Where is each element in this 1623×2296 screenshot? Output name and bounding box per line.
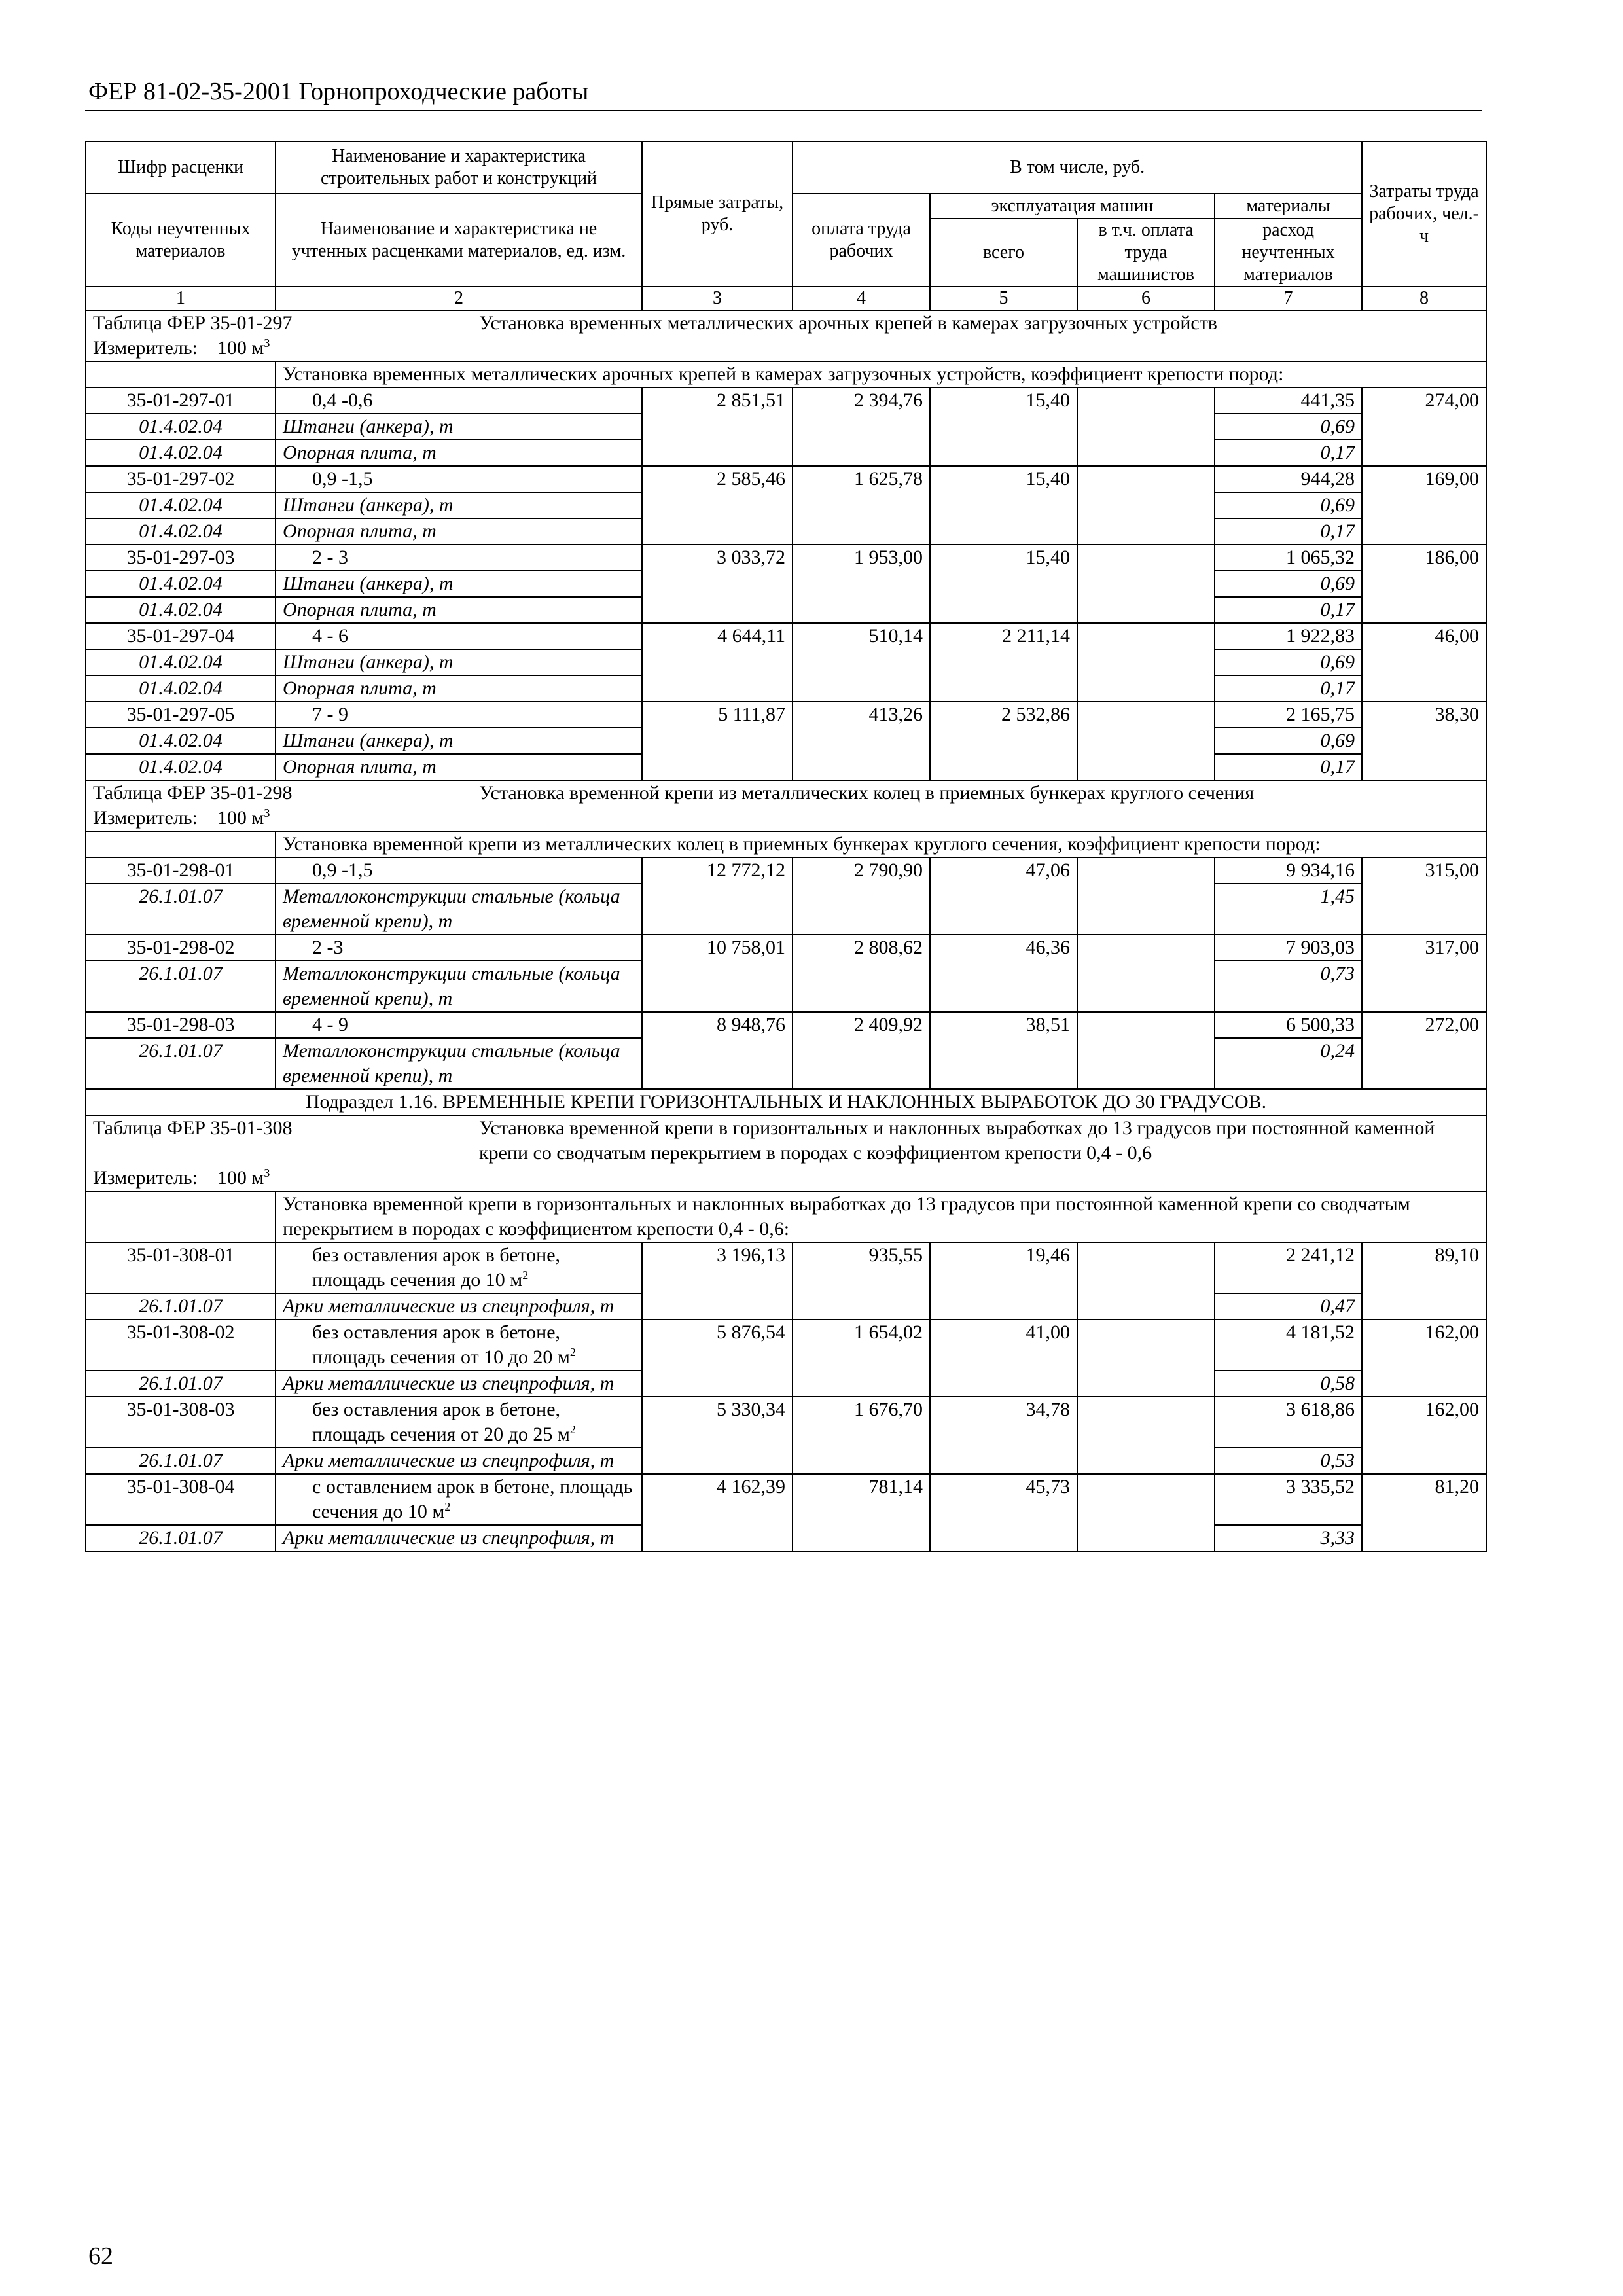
col-header-material-usage: расход неучтенных материалов [1215, 219, 1362, 287]
rate-code: 35-01-297-04 [86, 623, 276, 649]
labor-hours: 315,00 [1362, 857, 1486, 935]
material-code: 01.4.02.04 [86, 728, 276, 754]
operator-pay [1077, 1397, 1215, 1474]
rate-code: 35-01-298-02 [86, 935, 276, 961]
material-qty: 0,17 [1215, 754, 1362, 780]
material-code: 26.1.01.07 [86, 884, 276, 935]
machines-total: 41,00 [930, 1319, 1077, 1397]
col-header-material-codes: Коды неучтенных материалов [86, 194, 276, 287]
labor-hours: 274,00 [1362, 387, 1486, 466]
material-code: 01.4.02.04 [86, 440, 276, 466]
measure-value: 100 м [217, 1167, 264, 1189]
rate-name [276, 1474, 642, 1525]
rate-name-text: 4 - 9 [312, 1014, 348, 1035]
rate-name-sup: 2 [444, 1500, 451, 1513]
material-qty: 1,45 [1215, 884, 1362, 935]
rate-name [276, 1012, 642, 1038]
rate-name-text: 4 - 6 [312, 625, 348, 647]
operator-pay [1077, 623, 1215, 702]
measure-label: Измеритель: [93, 337, 198, 359]
material-code: 26.1.01.07 [86, 961, 276, 1012]
table-row [86, 466, 1486, 492]
table-header [86, 141, 1486, 310]
table-row [86, 545, 1486, 571]
table-row [86, 1012, 1486, 1038]
material-qty: 0,24 [1215, 1038, 1362, 1089]
material-qty: 0,69 [1215, 492, 1362, 518]
rate-name [276, 702, 642, 728]
rate-name [276, 1397, 642, 1448]
material-code: 26.1.01.07 [86, 1293, 276, 1319]
col-number: 2 [276, 287, 642, 310]
operator-pay [1077, 935, 1215, 1012]
worker-pay: 1 953,00 [793, 545, 930, 623]
material-name: Штанги (анкера), т [276, 414, 642, 440]
material-name: Штанги (анкера), т [276, 492, 642, 518]
material-name: Опорная плита, т [276, 754, 642, 780]
rate-name-text: без оставления арок в бетоне, площадь сечения до 10 м [312, 1244, 561, 1291]
material-code: 26.1.01.07 [86, 1038, 276, 1089]
materials-cost: 4 181,52 [1215, 1319, 1362, 1371]
material-name: Арки металлические из спецпрофиля, т [276, 1525, 642, 1551]
rate-code: 35-01-297-03 [86, 545, 276, 571]
col-number: 3 [642, 287, 793, 310]
rate-code: 35-01-297-05 [86, 702, 276, 728]
material-name: Штанги (анкера), т [276, 649, 642, 675]
labor-hours: 162,00 [1362, 1319, 1486, 1397]
rate-name [276, 935, 642, 961]
table-heading: Установка временной крепи в горизонтальных и наклонных выработках до 13 градусов при постоянной каменной крепи со сводчатым перекрытием в породах с коэффициентом крепости 0,4 - 0,6 [479, 1117, 1435, 1164]
col-number: 8 [1362, 287, 1486, 310]
direct-costs: 3 196,13 [642, 1242, 793, 1319]
table-title [86, 310, 1486, 336]
material-code: 26.1.01.07 [86, 1525, 276, 1551]
rate-name [276, 545, 642, 571]
material-code: 26.1.01.07 [86, 1448, 276, 1474]
material-qty: 0,17 [1215, 518, 1362, 545]
rate-name-text: без оставления арок в бетоне, площадь сечения от 20 до 25 м [312, 1399, 570, 1445]
material-qty: 0,69 [1215, 649, 1362, 675]
measure-unit [86, 1166, 1486, 1191]
labor-hours: 38,30 [1362, 702, 1486, 780]
col-header-direct-costs: Прямые затраты, руб. [642, 141, 793, 287]
labor-hours: 169,00 [1362, 466, 1486, 545]
section-title: Подраздел 1.16. ВРЕМЕННЫЕ КРЕПИ ГОРИЗОНТАЛЬНЫХ И НАКЛОННЫХ ВЫРАБОТОК ДО 30 ГРАДУСОВ. [86, 1089, 1486, 1115]
rate-name-text: без оставления арок в бетоне, площадь сечения от 10 до 20 м [312, 1321, 570, 1368]
rate-name [276, 1319, 642, 1371]
material-name: Опорная плита, т [276, 440, 642, 466]
table-body [86, 310, 1486, 1551]
material-code: 01.4.02.04 [86, 754, 276, 780]
material-qty: 0,73 [1215, 961, 1362, 1012]
machines-total: 15,40 [930, 545, 1077, 623]
rate-code: 35-01-308-04 [86, 1474, 276, 1525]
rate-name-text: 2 - 3 [312, 547, 348, 568]
rate-code: 35-01-308-03 [86, 1397, 276, 1448]
direct-costs: 8 948,76 [642, 1012, 793, 1089]
worker-pay: 1 654,02 [793, 1319, 930, 1397]
operator-pay [1077, 857, 1215, 935]
measure-sup: 3 [264, 1166, 270, 1179]
materials-cost: 9 934,16 [1215, 857, 1362, 884]
material-name: Опорная плита, т [276, 675, 642, 702]
rate-code: 35-01-297-01 [86, 387, 276, 414]
col-number: 1 [86, 287, 276, 310]
rate-code: 35-01-308-02 [86, 1319, 276, 1371]
rate-code: 35-01-297-02 [86, 466, 276, 492]
direct-costs: 5 330,34 [642, 1397, 793, 1474]
col-header-material-names: Наименование и характеристика не учтенных расценками материалов, ед. изм. [276, 194, 642, 287]
table-row [86, 857, 1486, 884]
worker-pay: 2 808,62 [793, 935, 930, 1012]
col-header-operator-pay: в т.ч. оплата труда машинистов [1077, 219, 1215, 287]
table-heading: Установка временной крепи из металлических колец в приемных бункерах круглого сечения [479, 782, 1255, 804]
labor-hours: 162,00 [1362, 1397, 1486, 1474]
materials-cost: 3 618,86 [1215, 1397, 1362, 1448]
material-qty: 0,58 [1215, 1371, 1362, 1397]
table-row [86, 702, 1486, 728]
table-title-row [86, 310, 1486, 336]
rate-code: 35-01-298-03 [86, 1012, 276, 1038]
worker-pay: 413,26 [793, 702, 930, 780]
materials-cost: 2 165,75 [1215, 702, 1362, 728]
table-row [86, 387, 1486, 414]
material-qty: 0,17 [1215, 597, 1362, 623]
machines-total: 46,36 [930, 935, 1077, 1012]
direct-costs: 4 162,39 [642, 1474, 793, 1551]
material-name: Штанги (анкера), т [276, 571, 642, 597]
material-name: Опорная плита, т [276, 597, 642, 623]
rate-name [276, 466, 642, 492]
material-qty: 0,17 [1215, 440, 1362, 466]
direct-costs: 12 772,12 [642, 857, 793, 935]
measure-unit [86, 336, 1486, 361]
operator-pay [1077, 545, 1215, 623]
labor-hours: 186,00 [1362, 545, 1486, 623]
col-header-machines-total: всего [930, 219, 1077, 287]
table-description: Установка временных металлических арочных крепей в камерах загрузочных устройств, коэффициент крепости пород: [276, 361, 1486, 387]
operator-pay [1077, 702, 1215, 780]
material-name: Металлоконструкции стальные (кольца временной крепи), т [276, 961, 642, 1012]
col-header-worker-pay: оплата труда рабочих [793, 194, 930, 287]
direct-costs: 10 758,01 [642, 935, 793, 1012]
rate-name-text: с оставлением арок в бетоне, площадь сечения до 10 м [312, 1476, 633, 1522]
materials-cost: 944,28 [1215, 466, 1362, 492]
operator-pay [1077, 1012, 1215, 1089]
table-row [86, 1319, 1486, 1371]
rates-table [85, 141, 1487, 1552]
col-header-materials: материалы [1215, 194, 1362, 219]
rate-name [276, 1242, 642, 1293]
measure-sup: 3 [264, 806, 270, 819]
description-row [86, 831, 1486, 857]
col-number: 7 [1215, 287, 1362, 310]
labor-hours: 46,00 [1362, 623, 1486, 702]
worker-pay: 2 394,76 [793, 387, 930, 466]
rate-code: 35-01-308-01 [86, 1242, 276, 1293]
rate-name-text: 0,4 -0,6 [312, 389, 373, 411]
col-header-work-name: Наименование и характеристика строительных работ и конструкций [276, 141, 642, 194]
material-code: 01.4.02.04 [86, 492, 276, 518]
col-number: 4 [793, 287, 930, 310]
running-header: ФЕР 81-02-35-2001 Горнопроходческие работы [88, 78, 589, 105]
table-title-row [86, 1115, 1486, 1166]
material-name: Металлоконструкции стальные (кольца временной крепи), т [276, 884, 642, 935]
col-number: 5 [930, 287, 1077, 310]
materials-cost: 6 500,33 [1215, 1012, 1362, 1038]
machines-total: 19,46 [930, 1242, 1077, 1319]
operator-pay [1077, 1319, 1215, 1397]
col-header-machines: эксплуатация машин [930, 194, 1215, 219]
material-qty: 0,69 [1215, 414, 1362, 440]
worker-pay: 781,14 [793, 1474, 930, 1551]
material-qty: 0,69 [1215, 571, 1362, 597]
measure-unit [86, 806, 1486, 831]
worker-pay: 1 676,70 [793, 1397, 930, 1474]
page-number: 62 [88, 2242, 113, 2270]
machines-total: 15,40 [930, 387, 1077, 466]
table-row [86, 1397, 1486, 1448]
table-row [86, 1474, 1486, 1525]
material-code: 26.1.01.07 [86, 1371, 276, 1397]
machines-total: 34,78 [930, 1397, 1077, 1474]
material-code: 01.4.02.04 [86, 675, 276, 702]
table-label: Таблица ФЕР 35-01-298 [93, 782, 293, 804]
col-number: 6 [1077, 287, 1215, 310]
materials-cost: 7 903,03 [1215, 935, 1362, 961]
material-name: Арки металлические из спецпрофиля, т [276, 1448, 642, 1474]
description-row [86, 361, 1486, 387]
table-label: Таблица ФЕР 35-01-308 [93, 1117, 293, 1139]
measure-value: 100 м [217, 337, 264, 359]
col-header-including: В том числе, руб. [793, 141, 1362, 194]
material-code: 01.4.02.04 [86, 414, 276, 440]
operator-pay [1077, 466, 1215, 545]
operator-pay [1077, 387, 1215, 466]
material-code: 01.4.02.04 [86, 571, 276, 597]
worker-pay: 2 790,90 [793, 857, 930, 935]
material-code: 01.4.02.04 [86, 518, 276, 545]
table-label: Таблица ФЕР 35-01-297 [93, 312, 293, 334]
rate-code: 35-01-298-01 [86, 857, 276, 884]
machines-total: 2 532,86 [930, 702, 1077, 780]
labor-hours: 317,00 [1362, 935, 1486, 1012]
section-row [86, 1089, 1486, 1115]
material-name: Арки металлические из спецпрофиля, т [276, 1371, 642, 1397]
operator-pay [1077, 1242, 1215, 1319]
table-description: Установка временной крепи из металлических колец в приемных бункерах круглого сечения, коэффициент крепости пород: [276, 831, 1486, 857]
direct-costs: 4 644,11 [642, 623, 793, 702]
direct-costs: 2 851,51 [642, 387, 793, 466]
rate-name-sup: 2 [522, 1268, 529, 1282]
table-title-row [86, 780, 1486, 806]
materials-cost: 1 065,32 [1215, 545, 1362, 571]
rate-name [276, 387, 642, 414]
operator-pay [1077, 1474, 1215, 1551]
labor-hours: 272,00 [1362, 1012, 1486, 1089]
rate-name-text: 2 -3 [312, 937, 344, 958]
material-code: 01.4.02.04 [86, 649, 276, 675]
measure-label: Измеритель: [93, 807, 198, 829]
materials-cost: 2 241,12 [1215, 1242, 1362, 1293]
description-row [86, 1191, 1486, 1242]
measure-row [86, 806, 1486, 831]
table-description: Установка временной крепи в горизонтальных и наклонных выработках до 13 градусов при постоянной каменной крепи со сводчатым перекрытием в породах с коэффициентом крепости 0,4 - 0,6: [276, 1191, 1486, 1242]
direct-costs: 2 585,46 [642, 466, 793, 545]
material-name: Опорная плита, т [276, 518, 642, 545]
worker-pay: 935,55 [793, 1242, 930, 1319]
machines-total: 38,51 [930, 1012, 1077, 1089]
measure-label: Измеритель: [93, 1167, 198, 1189]
rate-name-text: 0,9 -1,5 [312, 859, 373, 881]
material-qty: 0,17 [1215, 675, 1362, 702]
materials-cost: 1 922,83 [1215, 623, 1362, 649]
description-spacer [86, 1191, 276, 1242]
table-title [86, 780, 1486, 806]
material-qty: 0,69 [1215, 728, 1362, 754]
table-title [86, 1115, 1486, 1166]
table-row [86, 1242, 1486, 1293]
direct-costs: 3 033,72 [642, 545, 793, 623]
worker-pay: 1 625,78 [793, 466, 930, 545]
measure-value: 100 м [217, 807, 264, 829]
material-name: Штанги (анкера), т [276, 728, 642, 754]
header-divider [85, 110, 1482, 111]
worker-pay: 510,14 [793, 623, 930, 702]
labor-hours: 89,10 [1362, 1242, 1486, 1319]
material-name: Арки металлические из спецпрофиля, т [276, 1293, 642, 1319]
description-spacer [86, 831, 276, 857]
rate-name-text: 7 - 9 [312, 704, 348, 725]
worker-pay: 2 409,92 [793, 1012, 930, 1089]
labor-hours: 81,20 [1362, 1474, 1486, 1551]
machines-total: 15,40 [930, 466, 1077, 545]
direct-costs: 5 876,54 [642, 1319, 793, 1397]
machines-total: 47,06 [930, 857, 1077, 935]
material-qty: 0,53 [1215, 1448, 1362, 1474]
rate-name-text: 0,9 -1,5 [312, 468, 373, 490]
material-name: Металлоконструкции стальные (кольца временной крепи), т [276, 1038, 642, 1089]
table-row [86, 935, 1486, 961]
measure-row [86, 336, 1486, 361]
measure-sup: 3 [264, 336, 270, 350]
rate-name-sup: 2 [569, 1346, 576, 1359]
rate-name-sup: 2 [569, 1423, 576, 1436]
col-header-labor-hours: Затраты труда рабочих, чел.-ч [1362, 141, 1486, 287]
rate-name [276, 857, 642, 884]
materials-cost: 3 335,52 [1215, 1474, 1362, 1525]
machines-total: 45,73 [930, 1474, 1077, 1551]
material-code: 01.4.02.04 [86, 597, 276, 623]
direct-costs: 5 111,87 [642, 702, 793, 780]
description-spacer [86, 361, 276, 387]
table-heading: Установка временных металлических арочных крепей в камерах загрузочных устройств [479, 312, 1217, 334]
measure-row [86, 1166, 1486, 1191]
materials-cost: 441,35 [1215, 387, 1362, 414]
machines-total: 2 211,14 [930, 623, 1077, 702]
col-header-rate-code: Шифр расценки [86, 141, 276, 194]
material-qty: 0,47 [1215, 1293, 1362, 1319]
table-row [86, 623, 1486, 649]
rate-name [276, 623, 642, 649]
material-qty: 3,33 [1215, 1525, 1362, 1551]
